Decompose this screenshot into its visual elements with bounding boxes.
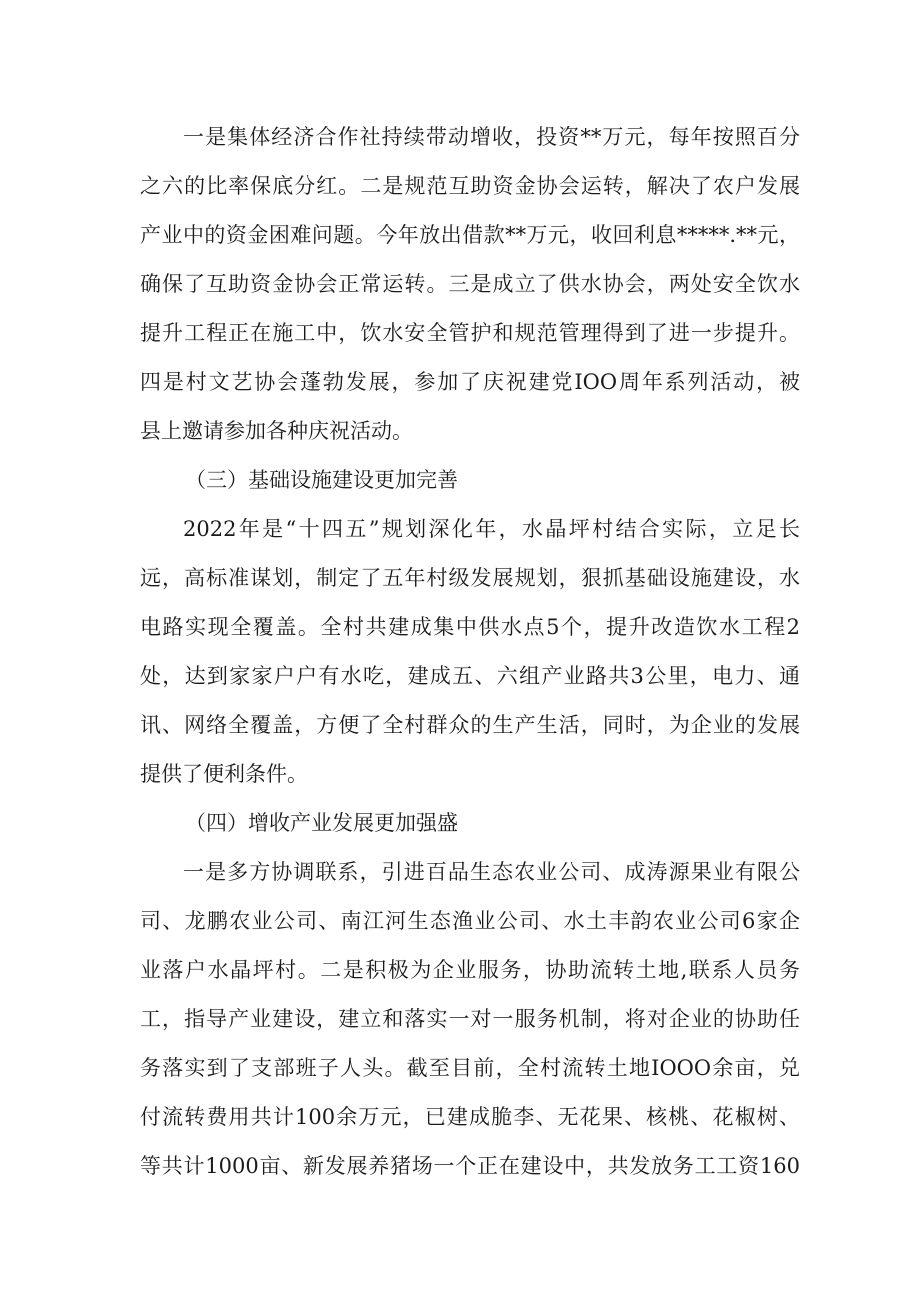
paragraph-1-line-6: 四是村文艺协会蓬勃发展，参加了庆祝建党IOO周年系列活动，被 (140, 370, 800, 394)
paragraph-1-line-5: 提升工程正在施工中，饮水安全管护和规范管理得到了进一步提升。 (140, 321, 800, 345)
paragraph-3-line-5: 务落实到了支部班子人头。截至目前，全村流转土地IOOO余亩，兑 (140, 1056, 800, 1080)
section-heading-4: （四）增收产业发展更加强盛 (185, 811, 458, 835)
section-heading-3: （三）基础设施建设更加完善 (185, 468, 458, 492)
paragraph-2-line-2: 远，高标准谋划，制定了五年村级发展规划，狠抓基础设施建设，水 (140, 566, 800, 590)
paragraph-1-line-4: 确保了互助资金协会正常运转。三是成立了供水协会，两处安全饮水 (140, 272, 800, 296)
paragraph-2-line-3: 电路实现全覆盖。全村共建成集中供水点5个，提升改造饮水工程2 (140, 615, 800, 639)
paragraph-3-line-1: 一是多方协调联系，引进百品生态农业公司、成涛源果业有限公 (183, 860, 800, 884)
paragraph-3-line-7: 等共计1000亩、新发展养猪场一个正在建设中，共发放务工工资160 (140, 1154, 800, 1178)
paragraph-1-line-7: 县上邀请参加各种庆祝活动。 (140, 419, 413, 443)
paragraph-2-line-1: 2022年是“十四五”规划深化年，水晶坪村结合实际，立足长 (183, 517, 800, 541)
paragraph-3-line-2: 司、龙鹏农业公司、南江河生态渔业公司、水土丰韵农业公司6家企 (140, 909, 800, 933)
paragraph-2-line-4: 处，达到家家户户有水吃，建成五、六组产业路共3公里，电力、通 (140, 664, 800, 688)
paragraph-1-line-2: 之六的比率保底分红。二是规范互助资金协会运转，解决了农户发展 (140, 174, 800, 198)
paragraph-3-line-3: 业落户水晶坪村。二是积极为企业服务，协助流转土地,联系人员务 (140, 958, 800, 982)
paragraph-3-line-6: 付流转费用共计100余万元，已建成脆李、无花果、核桃、花椒树、 (140, 1105, 800, 1129)
paragraph-2-line-5: 讯、网络全覆盖，方便了全村群众的生产生活，同时，为企业的发展 (140, 713, 800, 737)
paragraph-2-line-6: 提供了便利条件。 (140, 762, 308, 786)
paragraph-1-line-1: 一是集体经济合作社持续带动增收，投资**万元，每年按照百分 (183, 125, 800, 149)
paragraph-1-line-3: 产业中的资金困难问题。今年放出借款**万元，收回利息*****.**元， (140, 223, 800, 247)
paragraph-3-line-4: 工，指导产业建设，建立和落实一对一服务机制，将对企业的协助任 (140, 1007, 800, 1031)
